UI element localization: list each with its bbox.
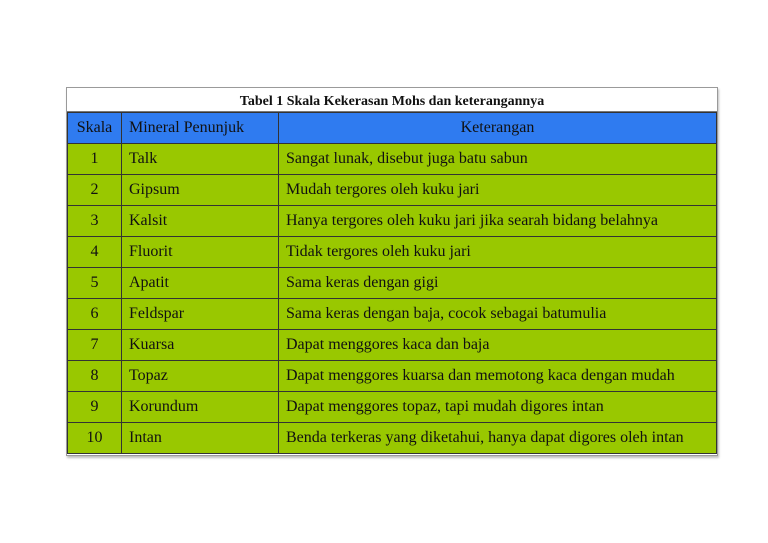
- cell-mineral: Intan: [122, 423, 279, 454]
- cell-keterangan: Sama keras dengan baja, cocok sebagai batumulia: [279, 299, 717, 330]
- mohs-hardness-table: [66, 87, 718, 456]
- table-caption: Tabel 1 Skala Kekerasan Mohs dan keterangannya: [67, 88, 717, 112]
- cell-keterangan: Hanya tergores oleh kuku jari jika searah bidang belahnya: [279, 206, 717, 237]
- table-row: [68, 237, 717, 268]
- cell-keterangan: Dapat menggores kuarsa dan memotong kaca dengan mudah: [279, 361, 717, 392]
- table-row: [68, 361, 717, 392]
- cell-skala: 1: [68, 144, 122, 175]
- cell-mineral: Kuarsa: [122, 330, 279, 361]
- cell-skala: 8: [68, 361, 122, 392]
- cell-skala: 5: [68, 268, 122, 299]
- cell-skala: 9: [68, 392, 122, 423]
- cell-skala: 2: [68, 175, 122, 206]
- table-row: [68, 299, 717, 330]
- cell-skala: 7: [68, 330, 122, 361]
- cell-skala: 3: [68, 206, 122, 237]
- header-keterangan: Keterangan: [279, 113, 717, 144]
- cell-mineral: Korundum: [122, 392, 279, 423]
- cell-keterangan: Dapat menggores topaz, tapi mudah digores intan: [279, 392, 717, 423]
- header-skala: Skala: [68, 113, 122, 144]
- cell-mineral: Kalsit: [122, 206, 279, 237]
- table-row: [68, 206, 717, 237]
- table-row: [68, 330, 717, 361]
- cell-mineral: Topaz: [122, 361, 279, 392]
- cell-mineral: Feldspar: [122, 299, 279, 330]
- table-header-row: [68, 113, 717, 144]
- cell-keterangan: Sama keras dengan gigi: [279, 268, 717, 299]
- table-row: [68, 392, 717, 423]
- cell-mineral: Gipsum: [122, 175, 279, 206]
- cell-skala: 6: [68, 299, 122, 330]
- cell-mineral: Fluorit: [122, 237, 279, 268]
- table-row: [68, 423, 717, 454]
- cell-keterangan: Sangat lunak, disebut juga batu sabun: [279, 144, 717, 175]
- header-mineral: Mineral Penunjuk: [122, 113, 279, 144]
- cell-skala: 4: [68, 237, 122, 268]
- cell-skala: 10: [68, 423, 122, 454]
- table-row: [68, 268, 717, 299]
- cell-keterangan: Tidak tergores oleh kuku jari: [279, 237, 717, 268]
- table-row: [68, 144, 717, 175]
- hardness-table: [67, 112, 717, 454]
- cell-keterangan: Benda terkeras yang diketahui, hanya dapat digores oleh intan: [279, 423, 717, 454]
- cell-keterangan: Mudah tergores oleh kuku jari: [279, 175, 717, 206]
- cell-mineral: Talk: [122, 144, 279, 175]
- cell-keterangan: Dapat menggores kaca dan baja: [279, 330, 717, 361]
- table-row: [68, 175, 717, 206]
- cell-mineral: Apatit: [122, 268, 279, 299]
